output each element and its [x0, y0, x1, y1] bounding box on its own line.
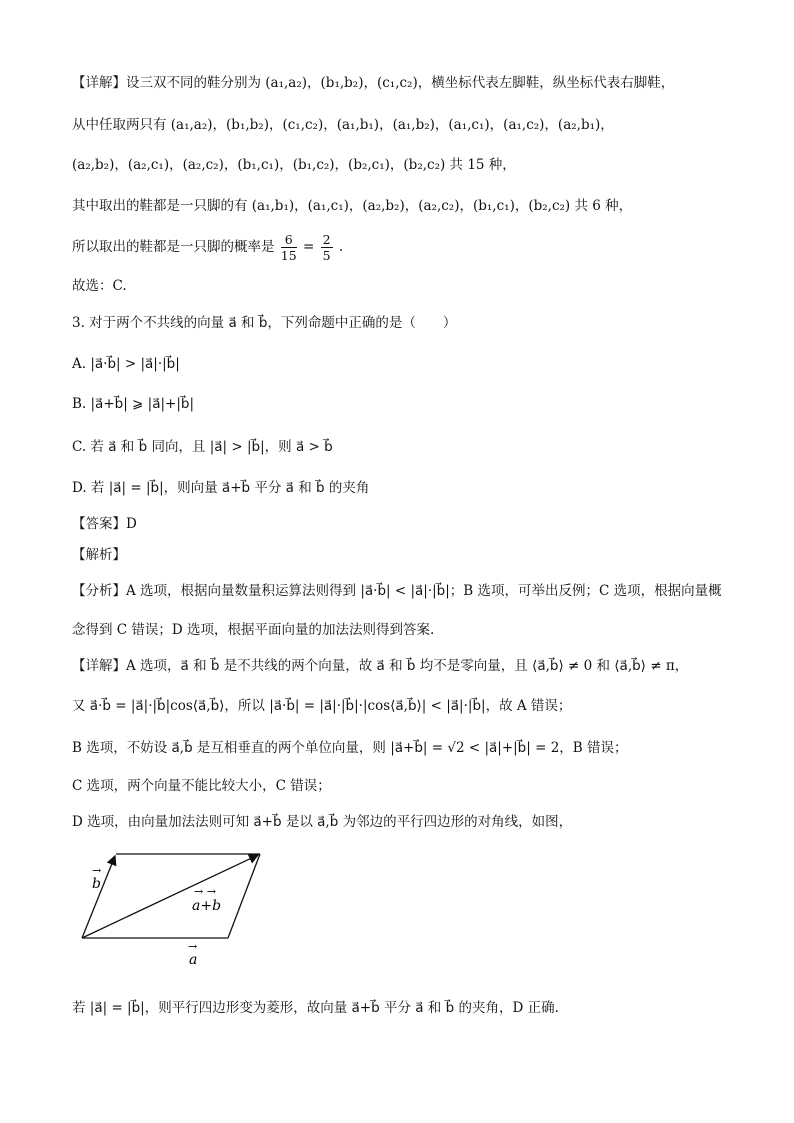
period: .	[338, 239, 344, 255]
detail-line-2: 又 a⃗·b⃗ = |a⃗|·|b⃗|cos⟨a⃗,b⃗⟩，所以 |a⃗·b⃗| = |a⃗|·|b⃗|·|cos⟨a⃗,b⃗⟩| < |a⃗|·|b⃗|，故 A 错误；	[72, 698, 572, 714]
label-b-arrow: →	[92, 864, 102, 877]
analysis-line-2: 念得到 C 错误；D 选项，根据平面向量的加法法则得到答案.	[72, 622, 435, 638]
fraction-denominator: 5	[322, 248, 331, 263]
fraction-denominator: 15	[280, 248, 297, 263]
text-line-1: 【详解】设三双不同的鞋分别为 (a₁,a₂)，(b₁,b₂)，(c₁,c₂)，横坐标代表左脚鞋，纵坐标代表右脚鞋，	[72, 75, 675, 91]
detail-line-1: 【详解】A 选项，a⃗ 和 b⃗ 是不共线的两个向量，故 a⃗ 和 b⃗ 均不是零向量，且 ⟨a⃗,b⃗⟩ ≠ 0 和 ⟨a⃗,b⃗⟩ ≠ π，	[72, 658, 689, 674]
label-sum: a+b	[192, 898, 222, 914]
detail-line-3: B 选项，不妨设 a⃗,b⃗ 是互相垂直的两个单位向量，则 |a⃗+b⃗| = √2 < |a⃗|+|b⃗| = 2，B 错误；	[72, 740, 628, 756]
label-a: a	[189, 952, 198, 968]
probability-line	[72, 232, 343, 263]
fraction-numerator: 2	[322, 232, 331, 247]
detail-line-5: D 选项，由向量加法法则可知 a⃗+b⃗ 是以 a⃗,b⃗ 为邻边的平行四边形的对角线，如图，	[72, 814, 573, 830]
fraction-numerator: 6	[281, 232, 297, 248]
probability-text: 所以取出的鞋都是一只脚的概率是	[72, 239, 275, 255]
vector-sum-arrow	[82, 855, 258, 938]
label-a-arrow: →	[188, 940, 198, 953]
fraction-6-15	[281, 232, 297, 263]
answer-label: 【答案】D	[72, 516, 137, 532]
option-a: A. |a⃗·b⃗| > |a⃗|·|b⃗|	[72, 356, 180, 372]
fraction-2-5	[321, 232, 333, 263]
text-line-4: 其中取出的鞋都是一只脚的有 (a₁,b₁)，(a₁,c₁)，(a₂,b₂)，(a₂,c₂)，(b₁,c₁)，(b₂,c₂) 共 6 种，	[72, 198, 633, 214]
question-3-stem: 3. 对于两个不共线的向量 a⃗ 和 b⃗，下列命题中正确的是（ ）	[72, 315, 457, 331]
option-d: D. 若 |a⃗| = |b⃗|，则向量 a⃗+b⃗ 平分 a⃗ 和 b⃗ 的夹角	[72, 480, 370, 496]
parallelogram-figure	[70, 842, 280, 972]
answer-choice-line: 故选：C.	[72, 278, 127, 294]
option-c: C. 若 a⃗ 和 b⃗ 同向，且 |a⃗| > |b⃗|，则 a⃗ > b⃗	[72, 439, 333, 455]
label-sum-arrows: → →	[194, 885, 216, 898]
equals-sign: =	[303, 239, 315, 255]
text-line-3: (a₂,b₂)，(a₂,c₁)，(a₂,c₂)，(b₁,c₁)，(b₁,c₂)，(b₂,c₁)，(b₂,c₂) 共 15 种，	[72, 157, 516, 173]
text-line-2: 从中任取两只有 (a₁,a₂)，(b₁,b₂)，(c₁,c₂)，(a₁,b₁)，(a₁,b₂)，(a₁,c₁)，(a₁,c₂)，(a₂,b₁)，	[72, 117, 614, 133]
option-b: B. |a⃗+b⃗| ⩾ |a⃗|+|b⃗|	[72, 396, 194, 412]
conclusion-line: 若 |a⃗| = |b⃗|，则平行四边形变为菱形，故向量 a⃗+b⃗ 平分 a⃗ 和 b⃗ 的夹角，D 正确.	[72, 1000, 559, 1016]
detail-line-4: C 选项，两个向量不能比较大小，C 错误；	[72, 778, 331, 794]
analysis-label: 【解析】	[72, 547, 126, 563]
analysis-line-1: 【分析】A 选项，根据向量数量积运算法则得到 |a⃗·b⃗| < |a⃗|·|b⃗|；B 选项，可举出反例；C 选项，根据向量概	[72, 583, 722, 599]
label-b: b	[92, 876, 101, 892]
